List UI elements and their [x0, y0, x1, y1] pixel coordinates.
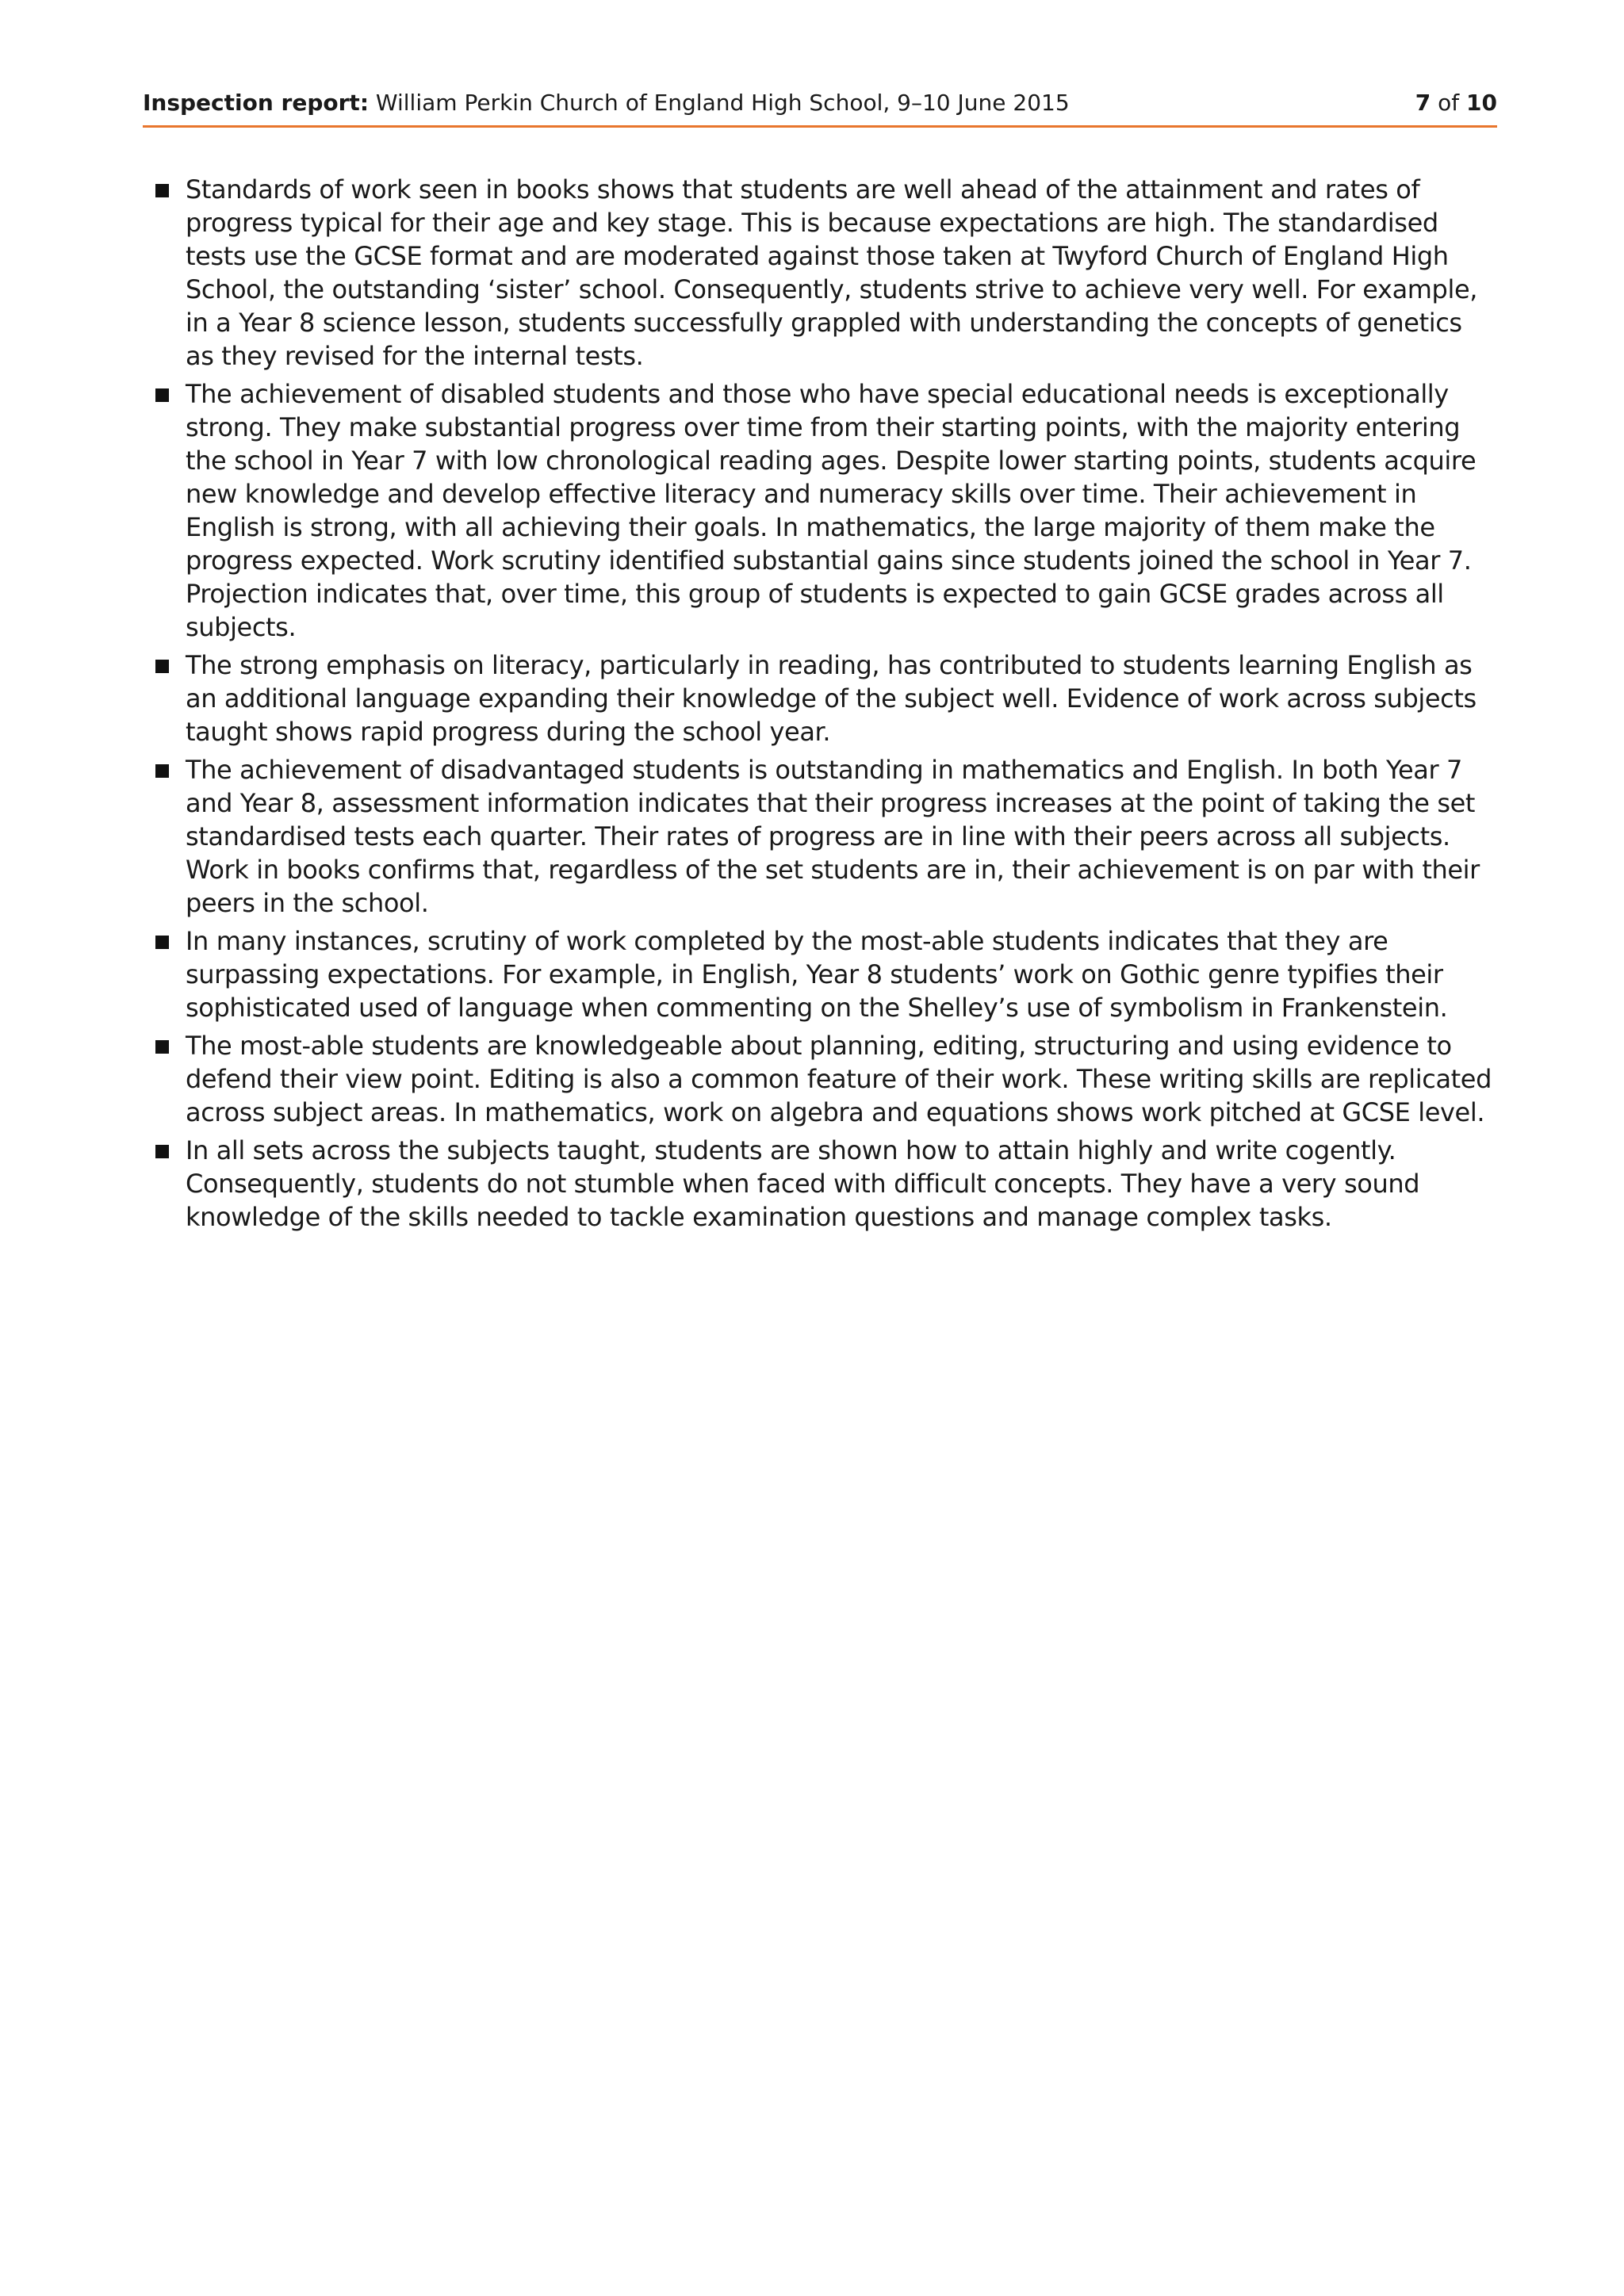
square-bullet-icon: [155, 764, 169, 778]
list-item: [155, 649, 1497, 748]
list-item-text: The achievement of disabled students and those who have special educational needs is exceptionally strong. They make substantial progress over time from their starting points, with the majority entering the school in Year 7 with low chronological reading ages. Despite lower starting points, students acquire new knowledge and develop effective literacy and numeracy skills over time. Their achievement in English is strong, with all achieving their goals. In mathematics, the large majority of them make the progress expected. Work scrutiny identified substantial gains since students joined the school in Year 7. Projection indicates that, over time, this group of students is expected to gain GCSE grades across all subjects.: [186, 379, 1477, 642]
square-bullet-icon: [155, 936, 169, 949]
list-item: [155, 1029, 1497, 1129]
list-item: [155, 377, 1497, 644]
square-bullet-icon: [155, 184, 169, 197]
page-of: of: [1431, 90, 1467, 116]
square-bullet-icon: [155, 388, 169, 402]
page-number: [1415, 86, 1497, 121]
bullet-list: [155, 173, 1497, 1234]
square-bullet-icon: [155, 660, 169, 673]
page-current: 7: [1415, 90, 1431, 116]
list-item-text: In many instances, scrutiny of work completed by the most-able students indicates that they are surpassing expectations. For example, in English, Year 8 students’ work on Gothic genre typifies their sophisticated used of language when commenting on the Shelley’s use of symbolism in Frankenstein.: [186, 926, 1448, 1023]
square-bullet-icon: [155, 1145, 169, 1158]
list-item-text: The strong emphasis on literacy, particularly in reading, has contributed to students learning English as an additional language expanding their knowledge of the subject well. Evidence of work across subjects taught shows rapid progress during the school year.: [186, 650, 1477, 747]
square-bullet-icon: [155, 1040, 169, 1054]
list-item: [155, 1134, 1497, 1234]
report-label: Inspection report:: [143, 90, 370, 116]
list-item-text: Standards of work seen in books shows that students are well ahead of the attainment and rates of progress typical for their age and key stage. This is because expectations are high. The standardised tests use the GCSE format and are moderated against those taken at Twyford Church of England High School, the outstanding ‘sister’ school. Consequently, students strive to achieve very well. For example, in a Year 8 science lesson, students successfully grappled with understanding the concepts of genetics as they revised for the internal tests.: [186, 174, 1478, 371]
page-header: [143, 86, 1497, 121]
list-item-text: The achievement of disadvantaged students is outstanding in mathematics and English. In both Year 7 and Year 8, assessment information indicates that their progress increases at the point of taking the set standardised tests each quarter. Their rates of progress are in line with their peers across all subjects. Work in books confirms that, regardless of the set students are in, their achievement is on par with their peers in the school.: [186, 755, 1480, 918]
page-total: 10: [1466, 90, 1497, 116]
list-item-text: The most-able students are knowledgeable about planning, editing, structuring and using evidence to defend their view point. Editing is also a common feature of their work. These writing skills are replicated across subject areas. In mathematics, work on algebra and equations shows work pitched at GCSE level.: [186, 1031, 1492, 1127]
list-item: [155, 753, 1497, 920]
main-content: [155, 173, 1497, 1238]
list-item: [155, 173, 1497, 373]
header-rule: [143, 125, 1497, 128]
report-title: William Perkin Church of England High School, 9–10 June 2015: [369, 90, 1070, 116]
list-item-text: In all sets across the subjects taught, students are shown how to attain highly and write cogently. Consequently, students do not stumble when faced with difficult concepts. They have a very sound knowledge of the skills needed to tackle examination questions and manage complex tasks.: [186, 1135, 1420, 1232]
list-item: [155, 924, 1497, 1024]
